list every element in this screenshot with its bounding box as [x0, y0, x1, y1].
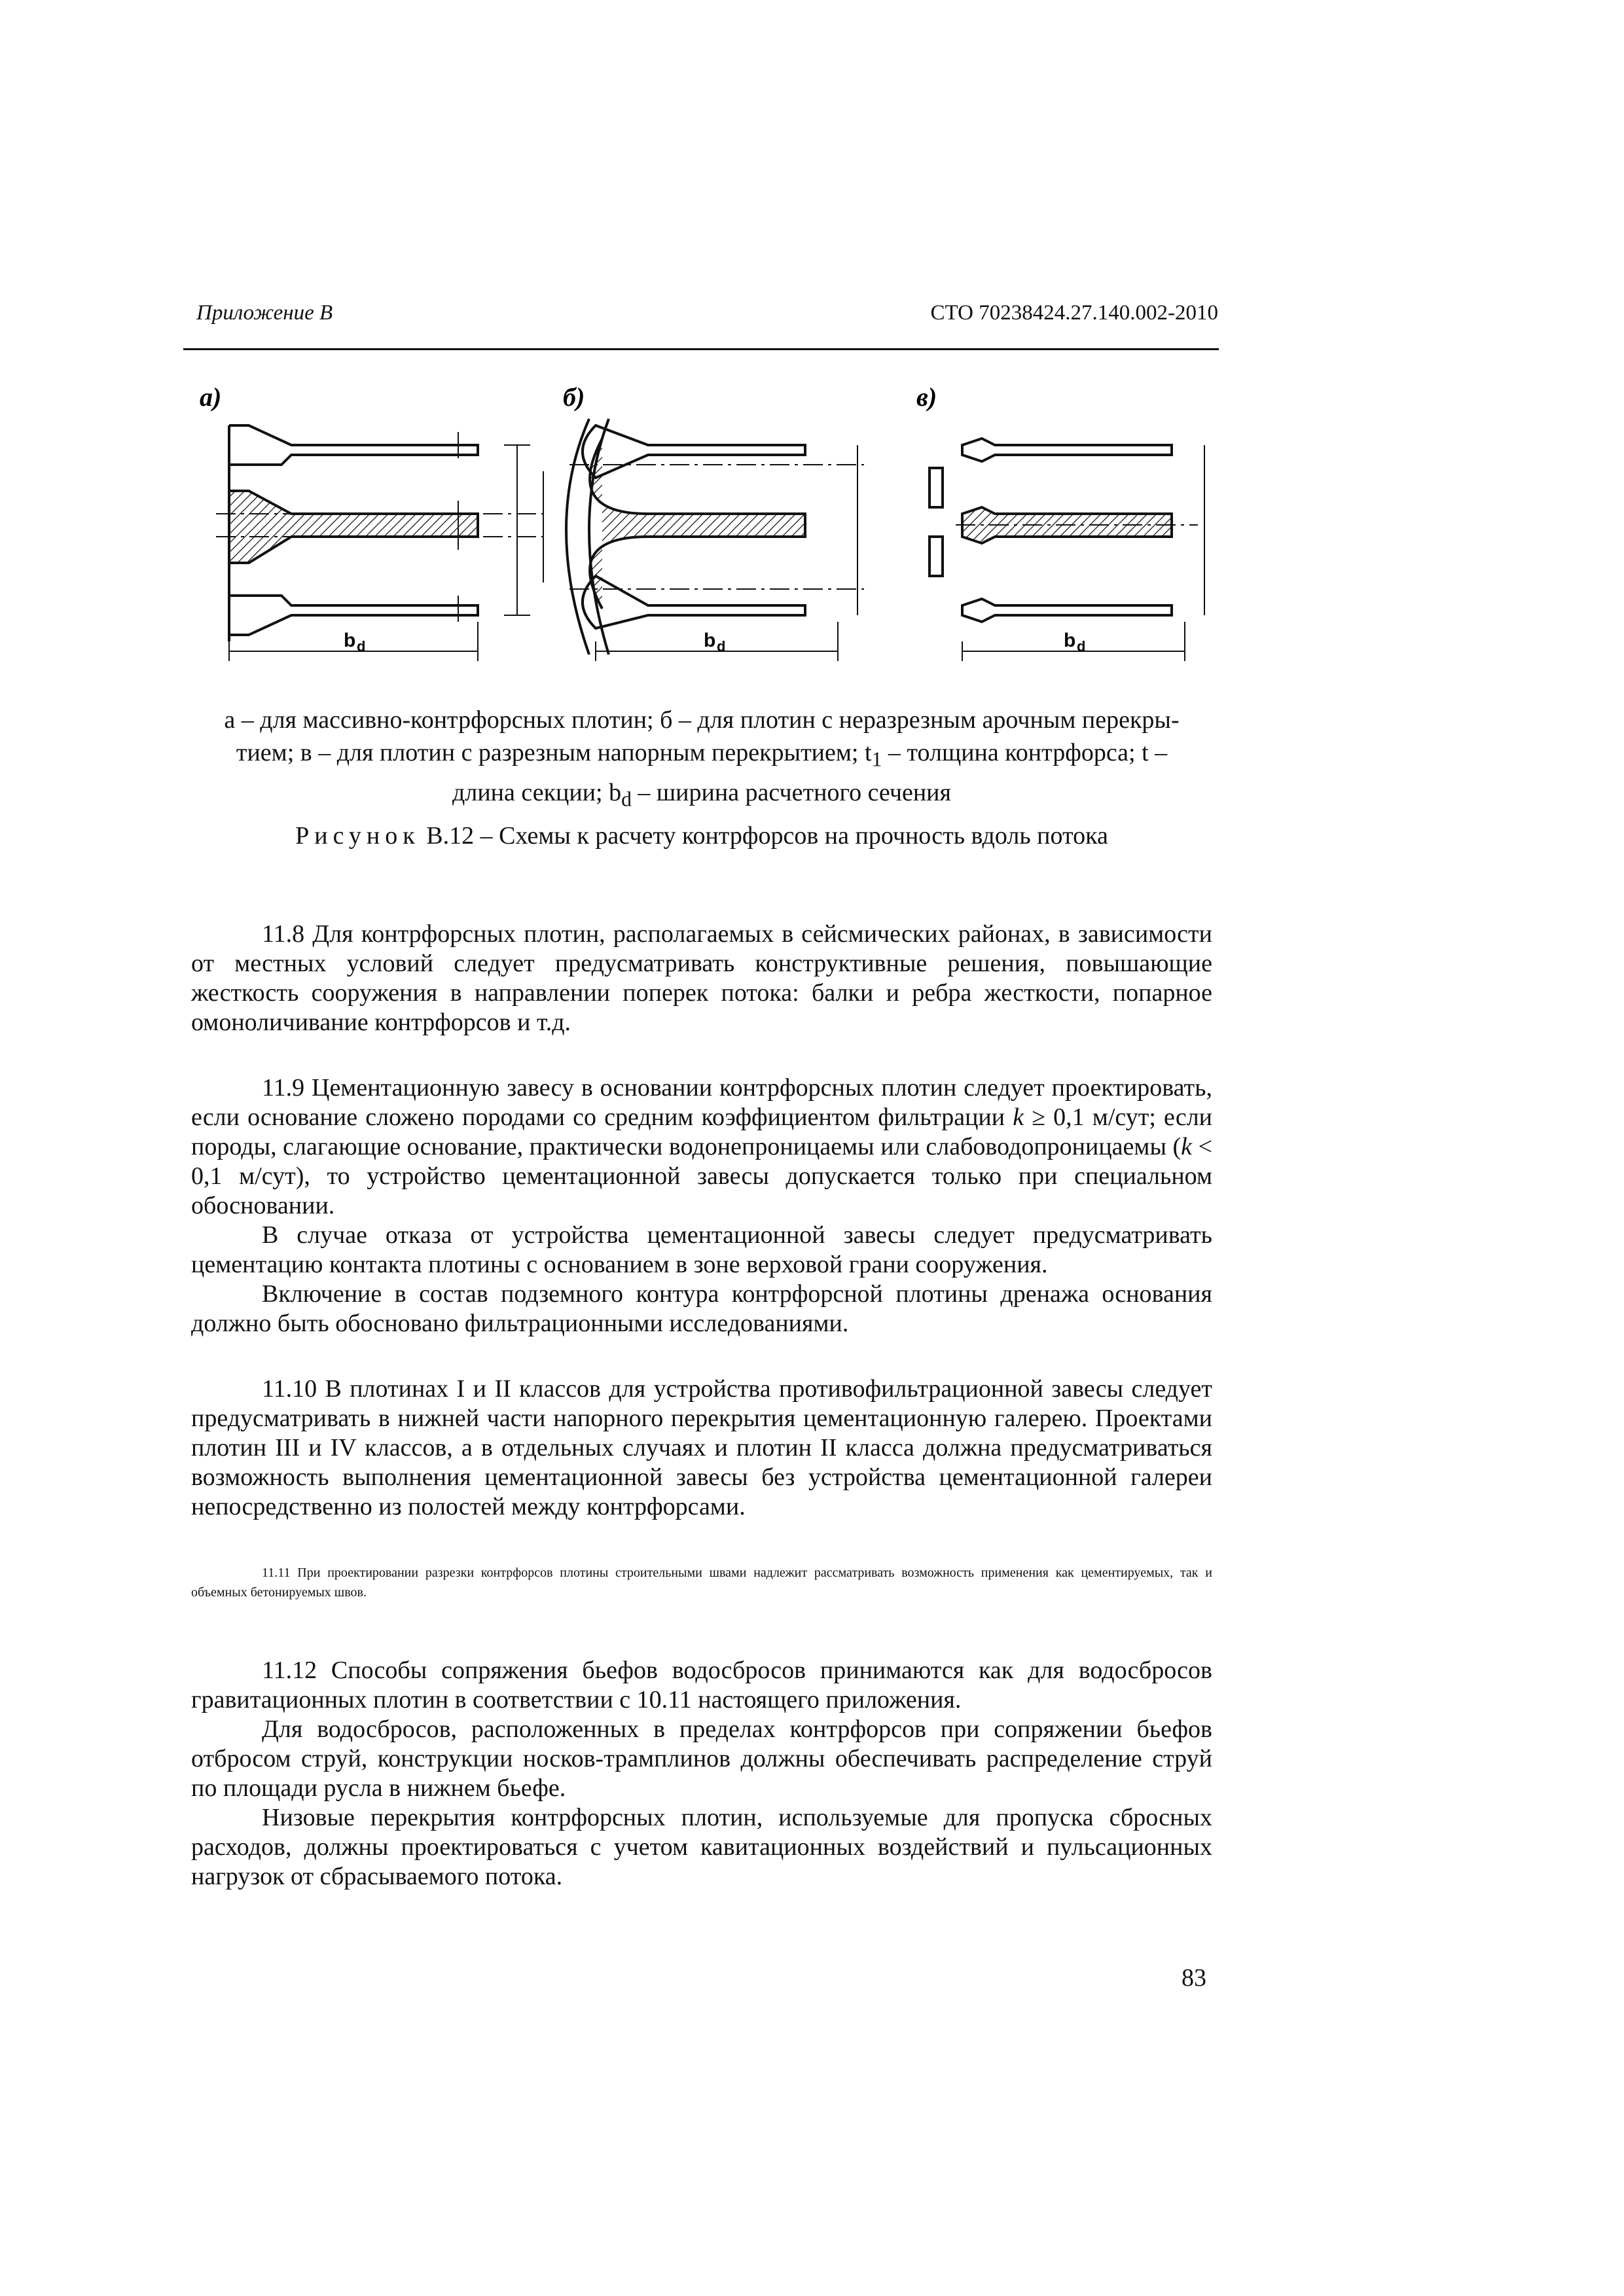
- panel-a-dim-b: b: [344, 630, 356, 651]
- panel-a-label: а): [200, 382, 222, 412]
- legend-line-3-rest: – ширина расчетного сечения: [631, 778, 951, 806]
- buttress-schemes-figure: [177, 373, 1224, 681]
- paragraph-11-9-text: 11.9 Цементационную завесу в основании контрфорсных плотин следует проектировать, если основание сложено породами со средним коэффициентом фильтрации: [191, 1074, 1212, 1131]
- paragraph-11-9-k-symbol-2: k: [1181, 1133, 1193, 1160]
- header-standard-code: СТО 70238424.27.140.002-2010: [930, 301, 1218, 325]
- panel-c-dim-b: b: [1064, 630, 1076, 651]
- paragraph-11-11: 11.11 При проектировании разрезки контрфорсов плотины строительными швами надлежит рассматривать возможность применения как цементируемых, так и объемных бетонируемых швов.: [191, 1566, 1212, 1600]
- paragraph-11-12-downstream: Низовые перекрытия контрфорсных плотин, используемые для пропуска сбросных расходов, должны проектироваться с учетом кавитационных воздействий и пульсационных нагрузок от сбрасываемого потока.: [191, 1804, 1212, 1890]
- panel-c: [916, 382, 1204, 661]
- figure-legend: [191, 704, 1212, 816]
- paragraph-11-9-drainage: Включение в состав подземного контура контрфорсной плотины дренажа основания должно быть обосновано фильтрационными исследованиями.: [191, 1280, 1212, 1337]
- panel-a: [200, 382, 543, 661]
- figure-caption-prefix: Рисунок: [295, 822, 420, 850]
- figure-caption: [191, 821, 1212, 850]
- paragraph-11-9-text-2: ≥ 0,1 м/сут; если породы, слагающие основание, практически водонепроницаемы или слабоводопроницаемы (: [191, 1103, 1213, 1160]
- legend-line-2-text: тием; в – для плотин с разрезным напорным перекрытием; t: [236, 739, 872, 766]
- panel-c-dim-sub: d: [1077, 638, 1086, 655]
- paragraph-11-10: 11.10 В плотинах I и II классов для устройства противофильтрационной завесы следует предусматривать в нижней части напорного перекрытия цементационную галерею. Проектами плотин III и IV классов, а в отдельных случаях и плотин II класса должна предусматриваться возможность выполнения цементационной завесы без устройства цементационной галереи непосредственно из полостей между контрфорсами.: [191, 1375, 1212, 1520]
- paragraph-11-9-cement-contact: В случае отказа от устройства цементационной завесы следует предусматривать цементацию контакта плотины с основанием в зоне верховой грани сооружения.: [191, 1221, 1212, 1278]
- legend-line-2-rest: – толщина контрфорса; t –: [882, 739, 1168, 766]
- paragraph-11-12: 11.12 Способы сопряжения бьефов водосбросов принимаются как для водосбросов гравитационных плотин в соответствии с 10.11 настоящего приложения.: [191, 1657, 1212, 1713]
- paragraph-11-9-text-3: < 0,1 м/сут), то устройство цементационной завесы допускается только при специальном обосновании.: [191, 1133, 1213, 1219]
- panel-b-dim-b: b: [704, 630, 716, 651]
- legend-line-3: [191, 776, 1212, 816]
- legend-line-3-text: длина секции; b: [452, 778, 622, 806]
- legend-bd-subscript: d: [621, 787, 632, 811]
- header-rule: [183, 348, 1219, 350]
- panel-b-dim-sub: d: [717, 638, 726, 655]
- panel-a-dim-sub: d: [357, 638, 366, 655]
- paragraph-11-9-k-symbol: k: [1013, 1103, 1024, 1131]
- legend-line-2: [191, 736, 1212, 776]
- legend-line-1: а – для массивно-контрфорсных плотин; б – для плотин с неразрезным арочным перекры-: [224, 706, 1180, 734]
- page-number: 83: [1182, 1964, 1206, 1992]
- panel-b-label: б): [563, 382, 585, 412]
- paragraph-11-8: 11.8 Для контрфорсных плотин, располагаемых в сейсмических районах, в зависимости от местных условий следует предусматривать конструктивные решения, повышающие жесткость сооружения в направлении поперек потока: балки и ребра жесткости, попарное омоноличивание контрфорсов и т.д.: [191, 920, 1212, 1036]
- panel-c-label: в): [916, 382, 937, 412]
- header-appendix: Приложение В: [196, 301, 333, 325]
- legend-t1-subscript: 1: [871, 747, 882, 771]
- panel-b: [543, 382, 864, 661]
- paragraph-11-12-spillways: Для водосбросов, расположенных в пределах контрфорсов при сопряжении бьефов отбросом струй, конструкции носков-трамплинов должны обеспечивать распределение струй по площади русла в нижнем бьефе.: [191, 1715, 1212, 1802]
- figure-caption-text: В.12 – Схемы к расчету контрфорсов на прочность вдоль потока: [420, 822, 1108, 850]
- paragraph-11-9: [191, 1073, 1212, 1221]
